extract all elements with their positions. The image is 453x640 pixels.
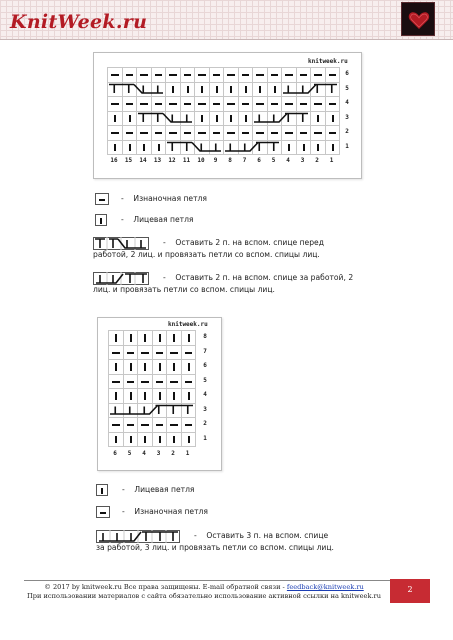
chart-1-cables — [107, 67, 339, 154]
row-number: 8 — [203, 333, 207, 340]
row-number: 7 — [203, 347, 207, 355]
column-number: 11 — [182, 157, 191, 164]
knit-symbol-icon — [96, 484, 108, 496]
column-number: 2 — [171, 450, 175, 457]
cable-mark — [156, 406, 194, 415]
chart-brand: knitweek.ru — [308, 58, 348, 65]
chart-1-frame — [93, 52, 362, 179]
page-header — [0, 0, 453, 40]
cable-mark — [285, 114, 308, 123]
cable-mark — [225, 143, 258, 152]
column-number: 3 — [300, 157, 305, 164]
row-number: 5 — [345, 84, 349, 92]
cable-mark — [314, 85, 337, 94]
column-number: 7 — [242, 157, 247, 164]
legend-cable-back-label: - Оставить 2 п. на вспом. спице за работой, 2 лиц. и провязать петли со вспом. спицы лиц. — [93, 273, 354, 294]
column-number: 1 — [329, 157, 334, 164]
column-number: 1 — [185, 450, 190, 457]
footer-divider — [24, 580, 430, 581]
purl-symbol-icon — [96, 506, 110, 518]
site-logo[interactable]: KnitWeek.ru — [10, 11, 148, 33]
cable-mark — [256, 143, 279, 152]
heart-icon — [401, 2, 435, 36]
column-number: 15 — [124, 157, 133, 164]
column-number: 12 — [168, 157, 176, 164]
column-number: 9 — [213, 157, 218, 164]
column-number: 5 — [271, 157, 276, 164]
column-number: 6 — [113, 450, 117, 457]
column-number: 4 — [142, 450, 146, 457]
cable-mark — [138, 114, 163, 123]
column-number: 4 — [286, 157, 290, 164]
row-number: 3 — [345, 113, 349, 121]
cable-mark — [109, 85, 134, 94]
row-number: 1 — [203, 434, 207, 442]
column-number: 8 — [228, 157, 232, 164]
chart-brand: knitweek.ru — [168, 321, 208, 328]
cable-mark — [283, 85, 316, 94]
knit-symbol-icon — [95, 214, 107, 226]
row-number: 4 — [203, 391, 207, 398]
column-number: 14 — [139, 157, 147, 164]
column-number: 2 — [315, 157, 319, 164]
cable-mark — [163, 114, 192, 123]
legend-knit-label: Лицевая петля — [133, 215, 194, 224]
row-number: 2 — [345, 128, 349, 135]
footer-copyright: © 2017 by knitweek.ru Все права защищены. E-mail обратной связи - — [44, 583, 287, 591]
column-number: 13 — [153, 157, 162, 164]
cable-mark — [167, 143, 192, 152]
row-number: 6 — [203, 362, 207, 369]
legend-purl-label: Изнаночная петля — [133, 194, 207, 203]
row-number: 5 — [203, 376, 207, 384]
column-number: 16 — [110, 157, 118, 164]
cable-mark — [110, 406, 158, 415]
chart-2-frame — [97, 317, 222, 471]
legend-cable-front-label: - Оставить 2 п. на вспом. спице перед работой, 2 лиц. и провязать петли со вспом. спицы лиц. — [93, 238, 324, 259]
row-number: 1 — [345, 142, 349, 150]
footer-email-link[interactable]: feedback@knitweek.ru — [286, 583, 364, 591]
column-number: 6 — [257, 157, 261, 164]
column-number: 5 — [127, 450, 132, 457]
legend2-purl-label: Изнаночная петля — [134, 507, 208, 516]
footer-notice: При использовании материалов с сайта обязательно использование активной ссылки на knitweek.ru — [27, 592, 381, 600]
footer — [24, 583, 384, 601]
cable-mark — [254, 114, 287, 123]
purl-symbol-icon — [95, 193, 109, 205]
cable-mark — [134, 85, 163, 94]
row-number: 3 — [203, 405, 207, 413]
legend2-cable-label: - Оставить 3 п. на вспом. спице за работой, 3 лиц. и провязать петли со вспом. спицы лиц. — [96, 531, 334, 552]
page-number: 2 — [390, 579, 430, 603]
row-number: 6 — [345, 70, 349, 77]
legend2-knit-label: Лицевая петля — [134, 485, 195, 494]
column-number: 10 — [197, 157, 205, 164]
row-number: 4 — [345, 99, 349, 106]
column-number: 3 — [156, 450, 161, 457]
chart-2-cables — [108, 330, 195, 446]
cable-mark — [192, 143, 221, 152]
row-number: 2 — [203, 420, 207, 427]
